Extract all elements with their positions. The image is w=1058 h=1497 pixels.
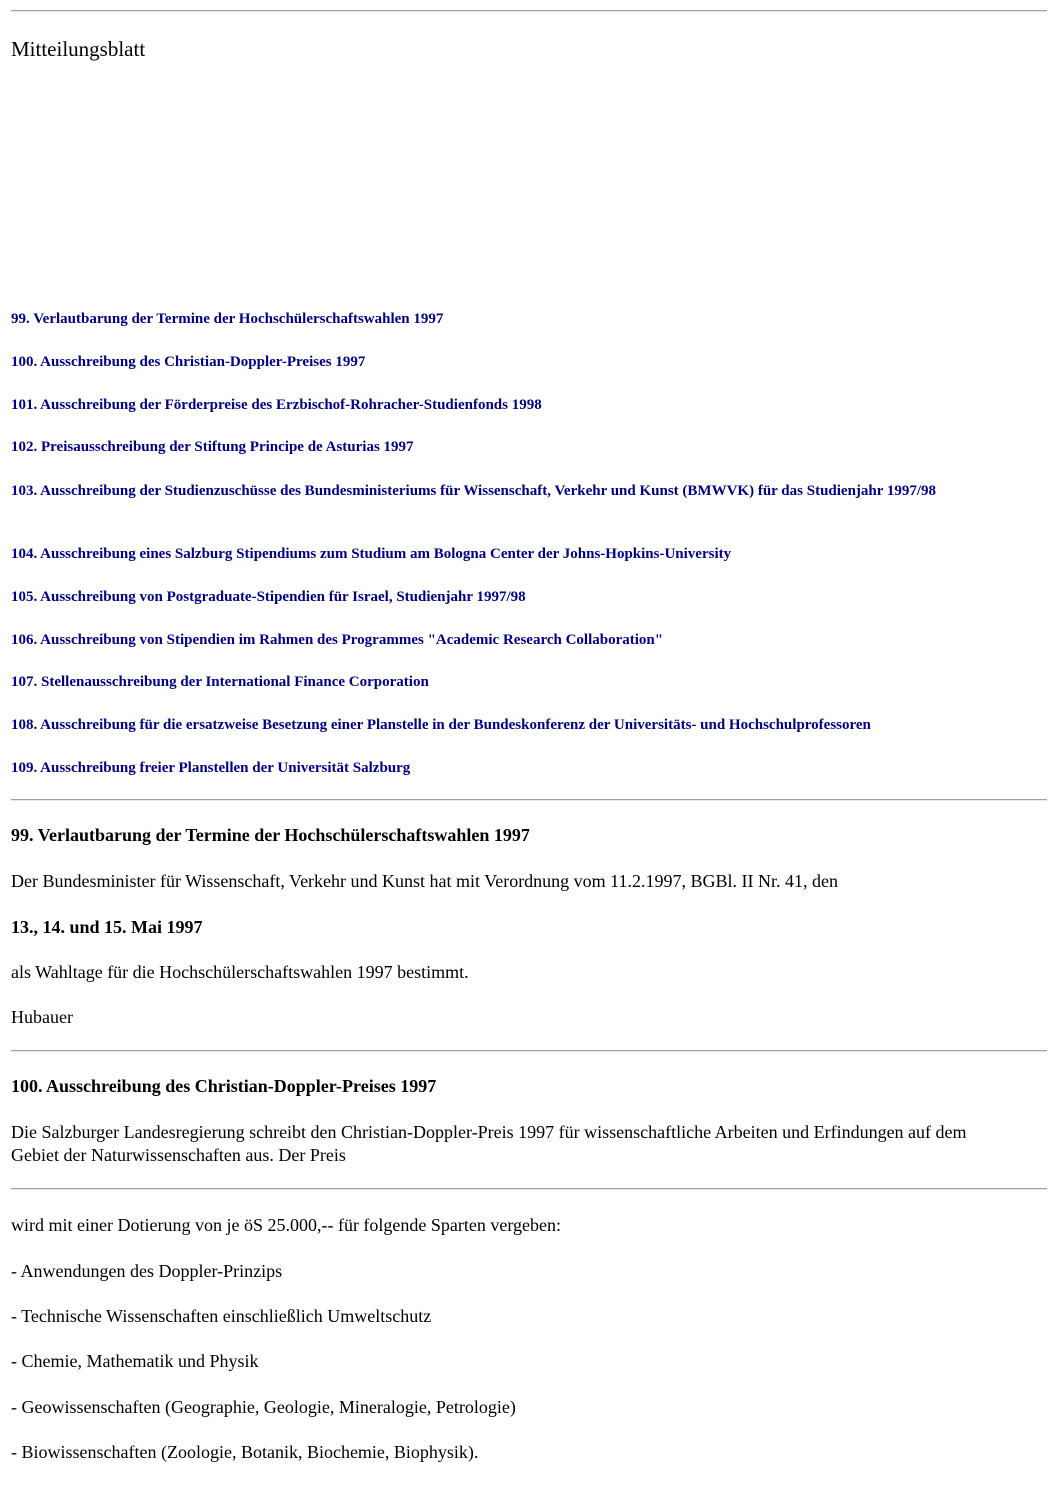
- section-100-heading: 100. Ausschreibung des Christian-Doppler-Preises 1997: [11, 1076, 437, 1096]
- section-99-heading: 99. Verlautbarung der Termine der Hochschülerschaftswahlen 1997: [11, 825, 530, 845]
- toc-link-103[interactable]: 103. Ausschreibung der Studienzuschüsse des Bundesministeriums für Wissenschaft, Verkehr und Kunst (BMWVK) für das Studienjahr 1997/98: [11, 483, 937, 499]
- list-item: - Technische Wissenschaften einschließlich Umweltschutz: [11, 1306, 432, 1326]
- list-item: - Biowissenschaften (Zoologie, Botanik, Biochemie, Biophysik).: [11, 1442, 479, 1462]
- list-item: - Geowissenschaften (Geographie, Geologie, Mineralogie, Petrologie): [11, 1397, 516, 1417]
- toc-link-104[interactable]: 104. Ausschreibung eines Salzburg Stipendiums zum Studium am Bologna Center der Johns-Hopkins-University: [11, 546, 732, 562]
- toc-link-109[interactable]: 109. Ausschreibung freier Planstellen der Universität Salzburg: [11, 760, 411, 776]
- section-99-text: Der Bundesminister für Wissenschaft, Verkehr und Kunst hat mit Verordnung vom 11.2.1997, BGBl. II Nr. 41, den: [11, 871, 839, 891]
- toc-link-101[interactable]: 101. Ausschreibung der Förderpreise des Erzbischof-Rohracher-Studienfonds 1998: [11, 397, 542, 413]
- toc-link-99[interactable]: 99. Verlautbarung der Termine der Hochschülerschaftswahlen 1997: [11, 311, 444, 327]
- toc-link-100[interactable]: 100. Ausschreibung des Christian-Doppler-Preises 1997: [11, 354, 366, 370]
- section-99-text-2: als Wahltage für die Hochschülerschaftswahlen 1997 bestimmt.: [11, 962, 469, 982]
- list-item: - Chemie, Mathematik und Physik: [11, 1351, 259, 1371]
- toc-link-102[interactable]: 102. Preisausschreibung der Stiftung Principe de Asturias 1997: [11, 439, 414, 455]
- top-rule: [11, 10, 1047, 12]
- section-99-signature: Hubauer: [11, 1007, 73, 1027]
- section-rule: [11, 799, 1047, 801]
- toc-link-108[interactable]: 108. Ausschreibung für die ersatzweise Besetzung einer Planstelle in der Bundeskonferenz der Universitäts- und Hochschulprofessoren: [11, 717, 871, 733]
- toc-link-105[interactable]: 105. Ausschreibung von Postgraduate-Stipendien für Israel, Studienjahr 1997/98: [11, 589, 526, 605]
- page-break-rule: [11, 1188, 1047, 1190]
- page-title: Mitteilungsblatt: [11, 37, 146, 61]
- section-rule: [11, 1050, 1047, 1052]
- list-item: - Anwendungen des Doppler-Prinzips: [11, 1261, 283, 1281]
- toc-link-106[interactable]: 106. Ausschreibung von Stipendien im Rahmen des Programmes "Academic Research Collaboration": [11, 632, 664, 648]
- section-100-text-2: wird mit einer Dotierung von je öS 25.000,-- für folgende Sparten vergeben:: [11, 1215, 562, 1235]
- section-100-text: Die Salzburger Landesregierung schreibt den Christian-Doppler-Preis 1997 für wissenschaftliche Arbeiten und Erfindungen auf dem Gebiet der Naturwissenschaften aus. Der Preis: [11, 1122, 967, 1165]
- toc-link-107[interactable]: 107. Stellenausschreibung der International Finance Corporation: [11, 674, 429, 690]
- section-99-dates: 13., 14. und 15. Mai 1997: [11, 917, 203, 937]
